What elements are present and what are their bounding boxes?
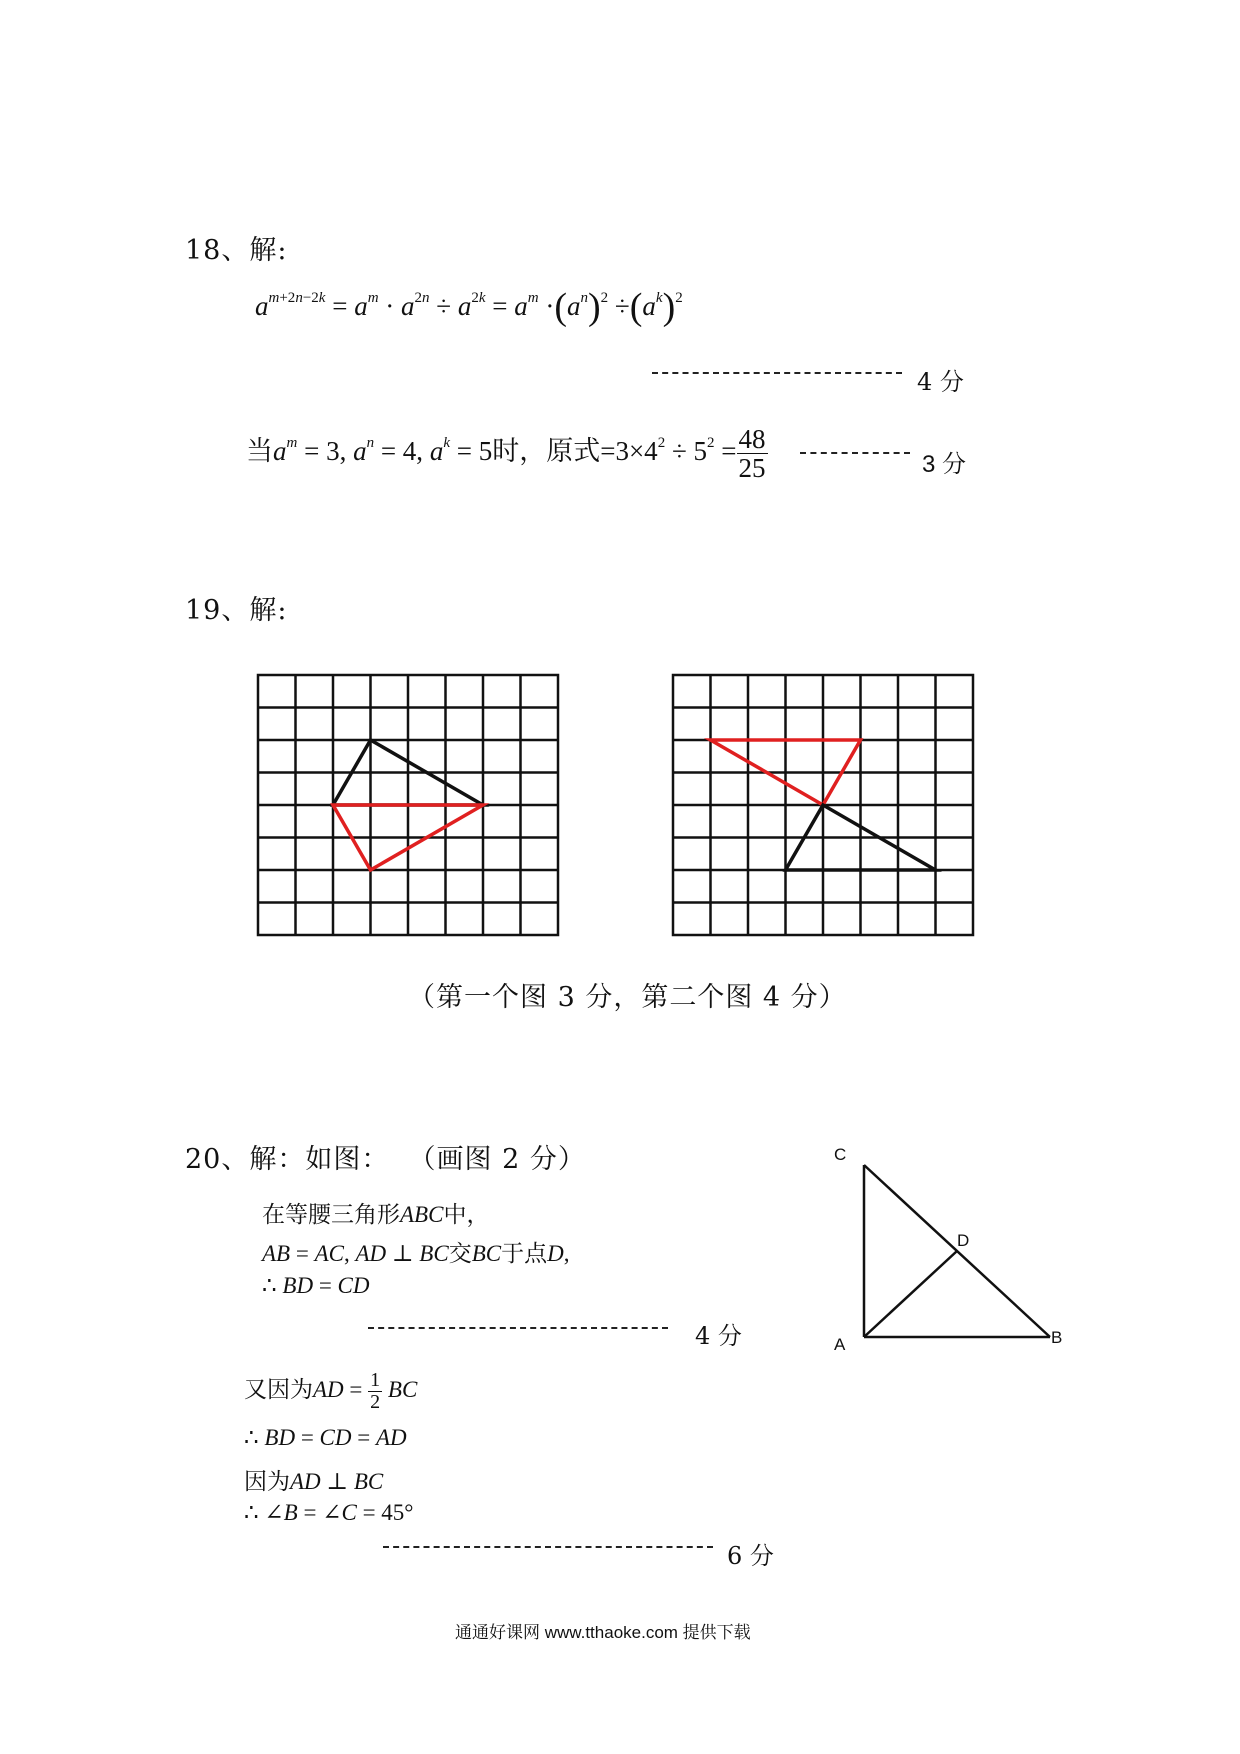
q19-caption: （第一个图 3 分，第二个图 4 分） [408,982,847,1013]
q20-dash-1 [368,1327,668,1329]
q20-line-6: 因为AD ⊥ BC [244,1469,384,1494]
footer-source: 通通好课网 www.tthaoke.com 提供下载 [455,1623,751,1642]
q18-dash-2 [800,452,910,454]
q20-line-4: 又因为AD = $\frac{1}{2}$ BC [244,1369,418,1413]
q20-triangle-figure [820,1140,1080,1360]
label-A: A [834,1335,846,1354]
q18-score-1: 4 分 [917,368,964,396]
q18-substitution: 当$a^m = 3$, $a^n = 4$, $a^k = 5$时，原式$=3\times 4^2 \div 5^2$ = $\frac{48}{25}$ [246,424,766,484]
q20-dash-2 [383,1546,713,1548]
label-B: B [1051,1328,1063,1347]
q18-result-numerator: 48 [738,424,766,454]
q20-score-2: 6 分 [727,1542,774,1570]
label-C: C [834,1145,847,1164]
q18-formula: $a^{m+2n-2k} = a^m \cdot a^{2n} \div a^{2k} = a^m \cdot(a^n)^2 \div(a^k)^2$ [255,286,683,328]
q18-result-denominator: 25 [738,453,766,484]
label-D: D [957,1231,970,1250]
q20-line-2: AB = AC, AD ⊥ BC交BC于点D, [262,1241,570,1266]
q20-line-7: ∴ ∠B = ∠C = 45° [244,1500,414,1525]
q20-score-1: 4 分 [695,1322,742,1350]
q18-heading: 18、解: [185,235,288,266]
q20-line-1: 在等腰三角形ABC中， [262,1202,490,1227]
q20-line-5: ∴ BD = CD = AD [244,1425,407,1450]
q20-line-3: ∴ BD = CD [262,1273,370,1298]
q19-grid-figure-1 [250,670,570,945]
q20-heading: 20、解：如图： （画图 2 分） [185,1144,586,1175]
q19-grid-figure-2 [665,670,985,945]
q19-heading: 19、解: [185,595,288,626]
q20-draw-note: （画图 2 分） [408,1144,586,1175]
q18-dash-1 [652,372,902,374]
q18-score-2: 3 分 [922,451,967,478]
